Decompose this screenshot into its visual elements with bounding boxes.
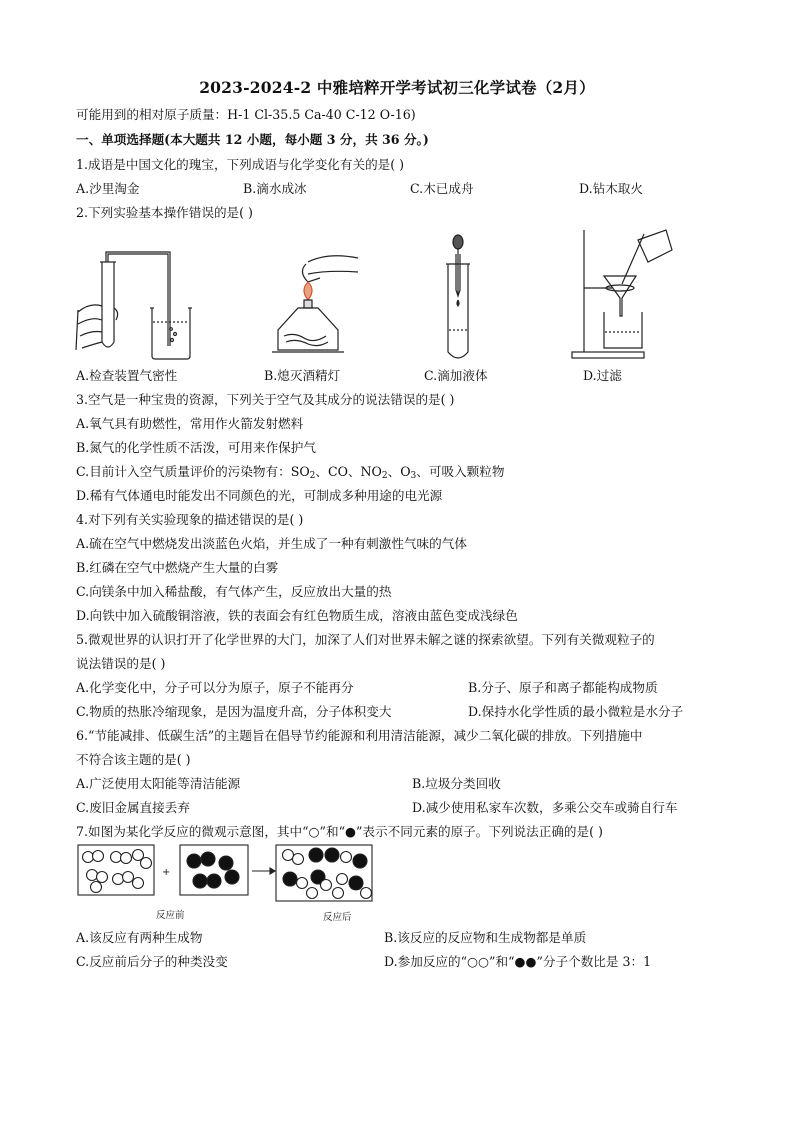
caption-before-reaction: 反应前 [156, 910, 185, 921]
figure-dropping-liquid [438, 234, 478, 362]
q3-option-c: C.目前计入空气质量评价的污染物有：$SO_2$、CO、$NO_2$、$O_3$、可吸入颗粒物 [76, 464, 505, 481]
q7-stem: 7.如图为某化学反应的微观示意图，其中“○”和“●”表示不同元素的原子。下列说法正确的是( ) [76, 824, 603, 839]
q2-option-a: A.检查装置气密性 [76, 368, 178, 383]
reaction-diagram [76, 843, 376, 905]
atomic-masses: 可能用到的相对原子质量：H-1 Cl-35.5 Ca-40 C-12 O-16) [76, 107, 416, 122]
q7-option-a: A.该反应有两种生成物 [76, 930, 203, 945]
q4-option-b: B.红磷在空气中燃烧产生大量的白雾 [76, 560, 279, 575]
q5-option-d: D.保持水化学性质的最小微粒是水分子 [468, 704, 684, 719]
q4-option-d: D.向铁中加入硫酸铜溶液，铁的表面会有红色物质生成，溶液由蓝色变成浅绿色 [76, 608, 518, 623]
q1-stem: 1.成语是中国文化的瑰宝，下列成语与化学变化有关的是( ) [76, 157, 405, 172]
q4-option-c: C.向镁条中加入稀盐酸，有气体产生，反应放出大量的热 [76, 584, 392, 599]
q4-stem: 4.对下列有关实验现象的描述错误的是( ) [76, 512, 304, 527]
q3-option-a: A.氧气具有助燃性，常用作火箭发射燃料 [76, 416, 304, 431]
q2-option-d: D.过滤 [583, 368, 622, 383]
q5-option-b: B.分子、原子和离子都能构成物质 [468, 680, 658, 695]
q3-option-b: B.氮气的化学性质不活泼，可用来作保护气 [76, 440, 316, 455]
exam-title: 2023-2024-2 中雅培粹开学考试初三化学试卷（2月） [199, 78, 595, 97]
q4-option-a: A.硫在空气中燃烧发出淡蓝色火焰，并生成了一种有刺激性气味的气体 [76, 536, 467, 551]
q1-option-d: D.钻木取火 [579, 181, 644, 196]
q5-stem-line2: 说法错误的是( ) [76, 656, 166, 671]
q3-option-d: D.稀有气体通电时能发出不同颜色的光，可制成多种用途的电光源 [76, 488, 443, 503]
q1-option-a: A.沙里淘金 [76, 181, 140, 196]
figure-airtightness-check [76, 250, 201, 362]
q7-option-d: D.参加反应的“○○”和“●●”分子个数比是 3：1 [384, 954, 652, 969]
q2-option-b: B.熄灭酒精灯 [264, 368, 341, 383]
q5-stem-line1: 5.微观世界的认识打开了化学世界的大门，加深了人们对世界未解之谜的探索欲望。下列有关微观粒子的 [76, 632, 655, 647]
q6-option-d: D.减少使用私家车次数，多乘公交车或骑自行车 [412, 800, 678, 815]
q7-option-c: C.反应前后分子的种类没变 [76, 954, 228, 969]
figure-alcohol-lamp [268, 252, 363, 362]
q6-stem-line1: 6.“节能减排、低碳生活”的主题旨在倡导节约能源和利用清洁能源，减少二氧化碳的排放。下列措施中 [76, 728, 643, 743]
q6-option-a: A.广泛使用太阳能等清洁能源 [76, 776, 241, 791]
q5-option-a: A.化学变化中，分子可以分为原子，原子不能再分 [76, 680, 354, 695]
q5-option-c: C.物质的热胀冷缩现象，是因为温度升高，分子体积变大 [76, 704, 392, 719]
q1-option-c: C.木已成舟 [410, 181, 474, 196]
q2-stem: 2.下列实验基本操作错误的是( ) [76, 205, 253, 220]
figure-filtration [568, 226, 673, 362]
q2-option-c: C.滴加液体 [424, 368, 488, 383]
q1-option-b: B.滴水成冰 [243, 181, 307, 196]
section-heading: 一、单项选择题(本大题共 12 小题，每小题 3 分，共 36 分。) [76, 132, 429, 147]
plus-sign: + [162, 867, 171, 878]
q6-option-c: C.废旧金属直接丢弃 [76, 800, 190, 815]
q6-option-b: B.垃圾分类回收 [412, 776, 501, 791]
q7-option-b: B.该反应的反应物和生成物都是单质 [384, 930, 587, 945]
caption-after-reaction: 反应后 [323, 912, 352, 923]
q6-stem-line2: 不符合该主题的是( ) [76, 752, 191, 767]
q3-stem: 3.空气是一种宝贵的资源，下列关于空气及其成分的说法错误的是( ) [76, 392, 455, 407]
